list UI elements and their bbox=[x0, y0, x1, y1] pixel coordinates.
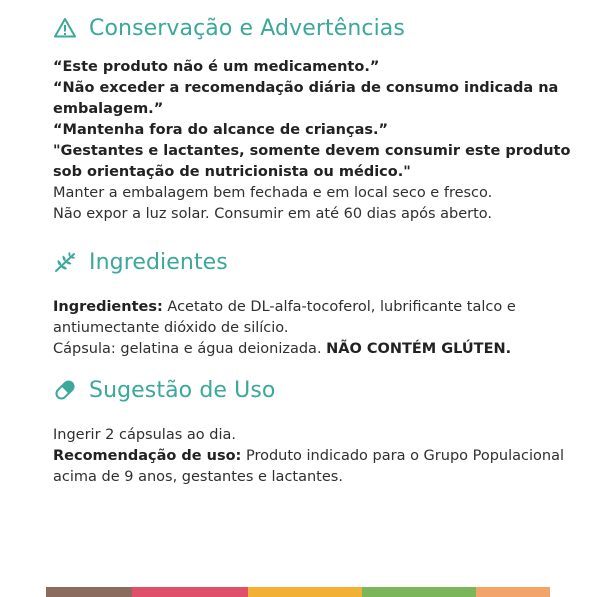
ingredients-heading bbox=[53, 247, 573, 277]
section-title: Ingredientes bbox=[89, 249, 228, 275]
gluten-notice: NÃO CONTÉM GLÚTEN. bbox=[326, 341, 512, 357]
usage-section bbox=[53, 375, 573, 488]
recommendation-label: Recomendação de uso: bbox=[53, 448, 242, 464]
storage-note: Manter a embalagem bem fechada e em local seco e fresco. bbox=[53, 185, 493, 201]
capsule-text: Cápsula: gelatina e água deionizada. bbox=[53, 341, 327, 357]
color-bar-segment bbox=[132, 587, 248, 597]
warning-line: "Gestantes e lactantes, somente devem consumir este produto sob orientação de nutricionista ou médico." bbox=[53, 143, 571, 180]
ingredients-section bbox=[53, 247, 573, 360]
recommendation-text: Produto indicado para o Grupo Populacional acima de 9 anos, gestantes e lactantes. bbox=[53, 448, 565, 485]
color-bar-segment bbox=[46, 587, 132, 597]
warning-triangle-icon bbox=[53, 16, 77, 40]
recommendation-paragraph bbox=[53, 446, 573, 488]
warning-line: “Não exceder a recomendação diária de consumo indicada na embalagem.” bbox=[53, 80, 559, 117]
usage-heading bbox=[53, 375, 573, 405]
conservation-body bbox=[53, 57, 573, 225]
warning-line: “Mantenha fora do alcance de crianças.” bbox=[53, 122, 389, 138]
capsule-paragraph bbox=[53, 339, 573, 360]
usage-body bbox=[53, 425, 573, 488]
dose-text: Ingerir 2 cápsulas ao dia. bbox=[53, 427, 236, 443]
capsule-pill-icon bbox=[53, 378, 77, 402]
color-bar-segment bbox=[362, 587, 476, 597]
decorative-color-bar bbox=[46, 587, 550, 597]
herb-leaves-icon bbox=[53, 250, 77, 274]
section-title: Sugestão de Uso bbox=[89, 377, 276, 403]
storage-note: Não expor a luz solar. Consumir em até 60 dias após aberto. bbox=[53, 206, 492, 222]
conservation-section bbox=[53, 13, 573, 225]
section-title: Conservação e Advertências bbox=[89, 15, 405, 41]
ingredients-paragraph bbox=[53, 297, 573, 339]
ingredients-label: Ingredientes: bbox=[53, 299, 163, 315]
color-bar-segment bbox=[248, 587, 362, 597]
conservation-heading bbox=[53, 13, 573, 43]
warning-line: “Este produto não é um medicamento.” bbox=[53, 59, 380, 75]
ingredients-body bbox=[53, 297, 573, 360]
color-bar-segment bbox=[476, 587, 550, 597]
ingredients-text: Acetato de DL-alfa-tocoferol, lubrificante talco e antiumectante dióxido de silício. bbox=[53, 299, 516, 336]
